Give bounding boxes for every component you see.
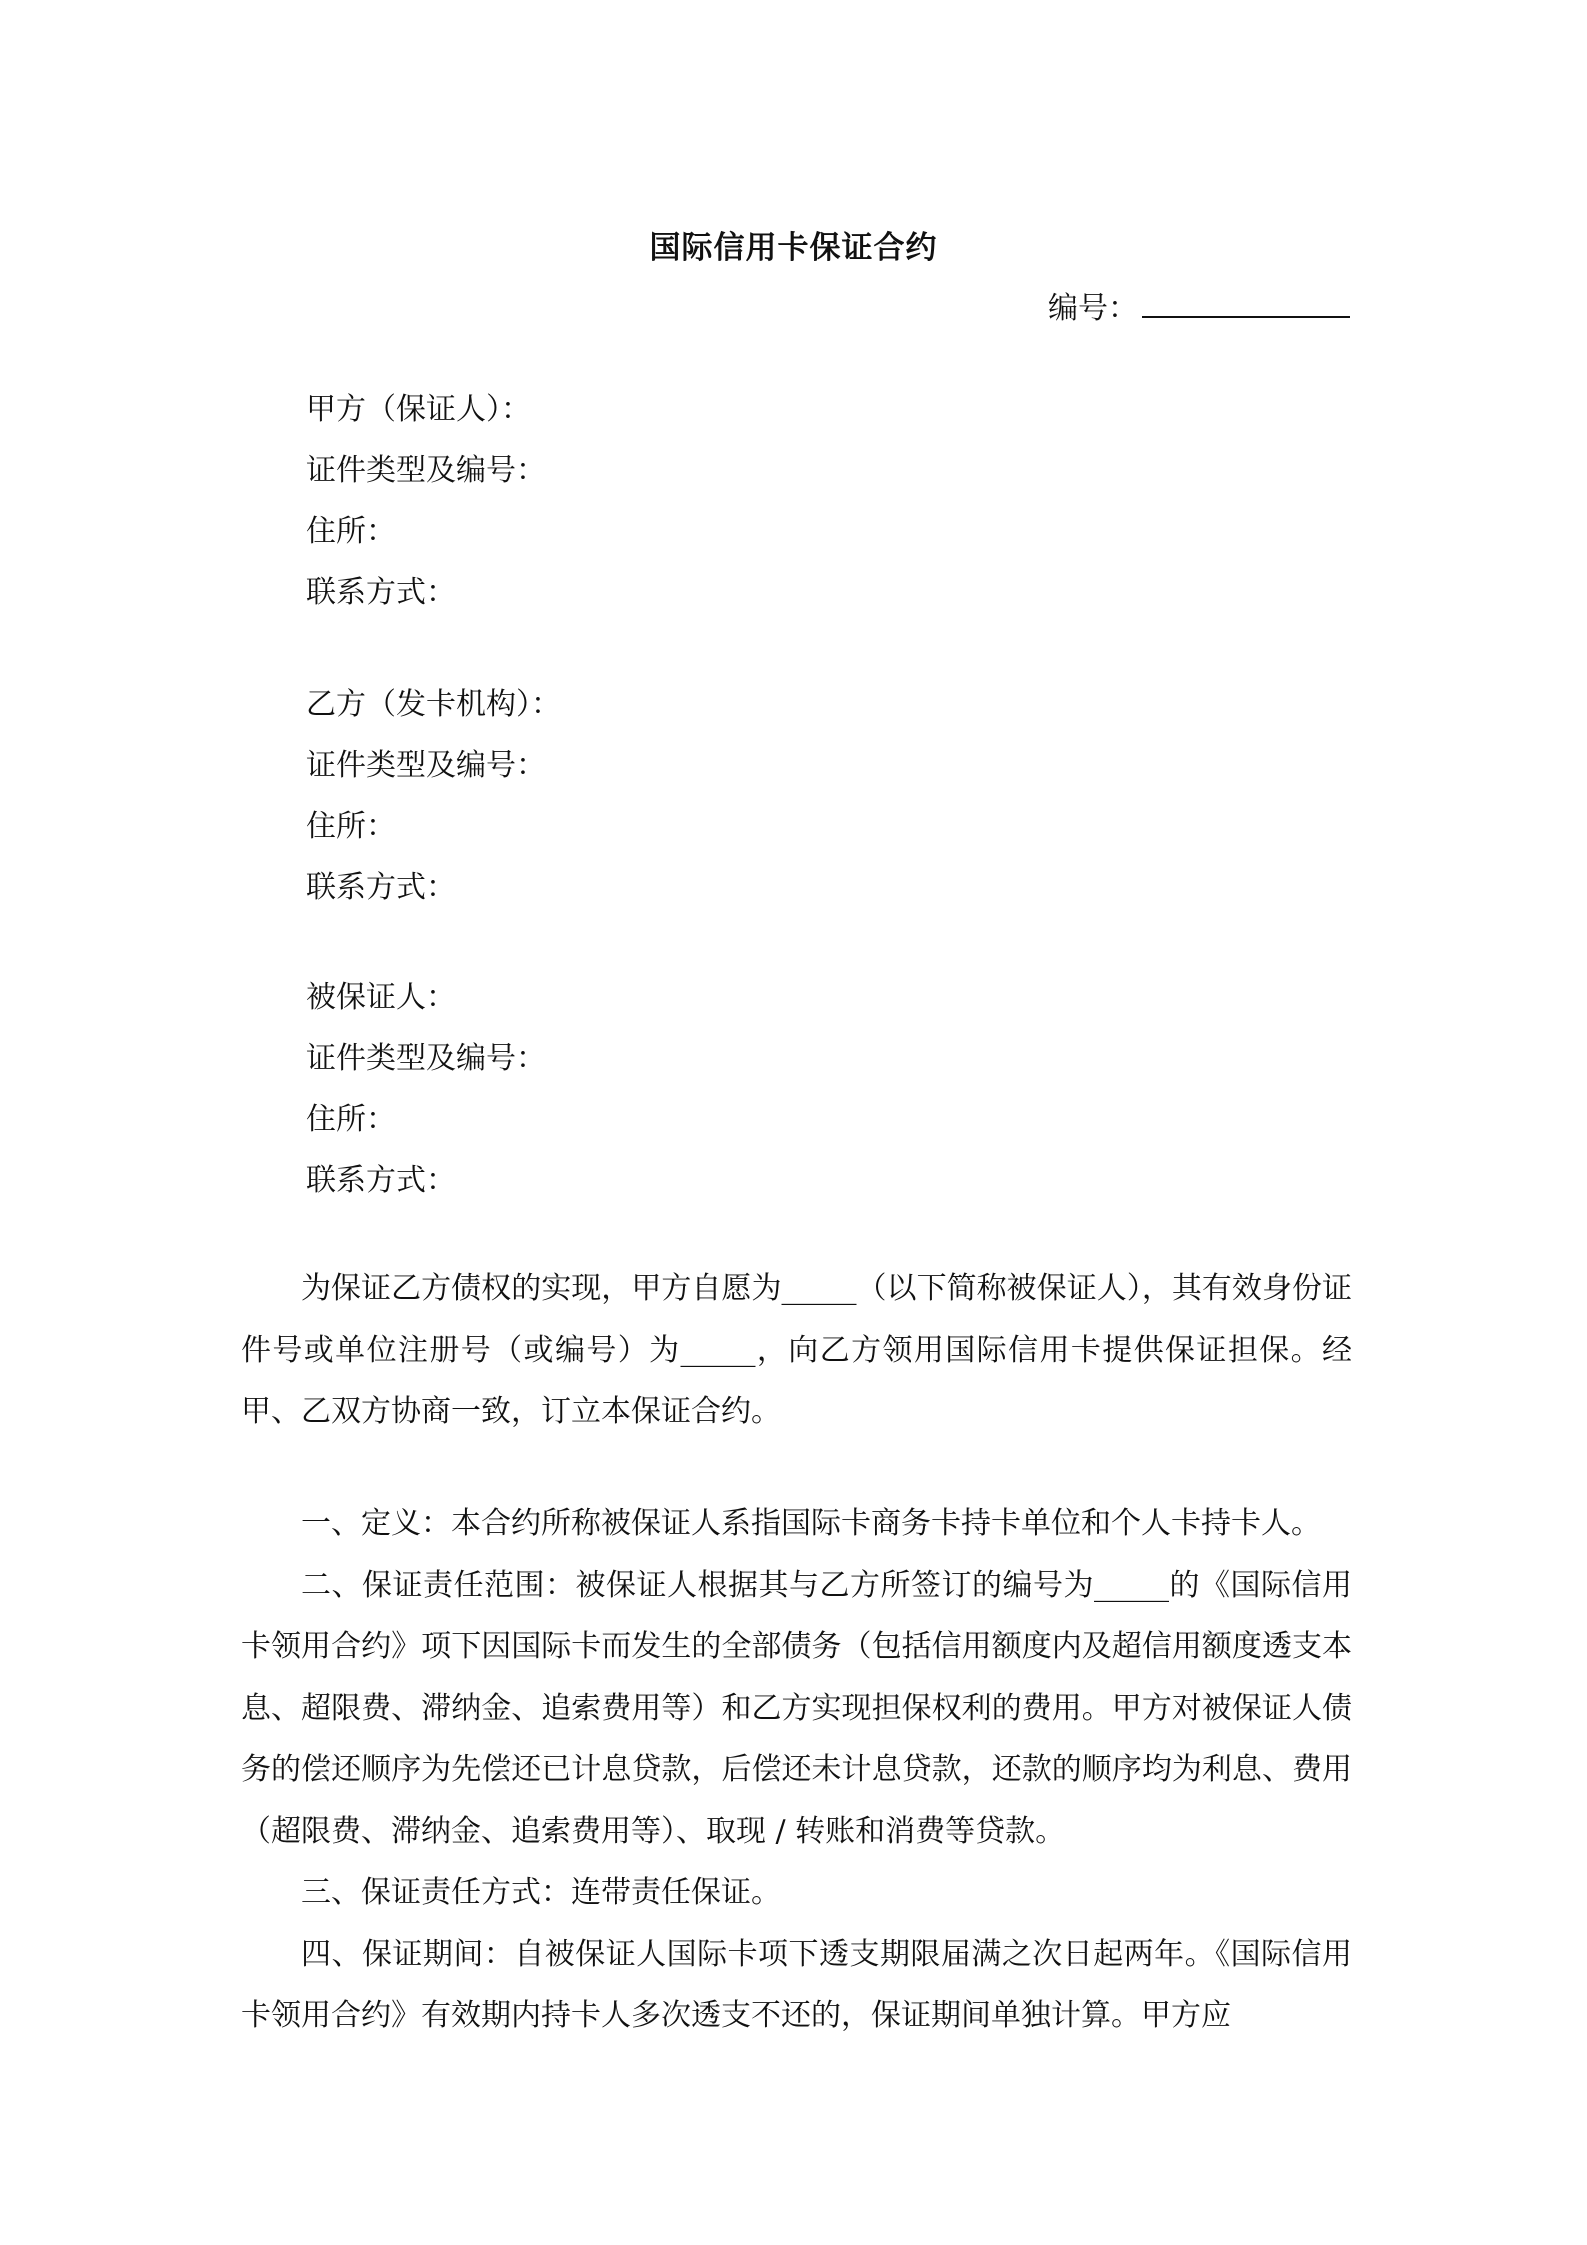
document-number bbox=[1048, 283, 1350, 327]
guaranteed-id: 证件类型及编号： bbox=[306, 1041, 546, 1076]
document-number-blank[interactable] bbox=[1142, 286, 1350, 318]
party-b-name: 乙方（发卡机构）： bbox=[306, 687, 561, 722]
party-b-contact: 联系方式： bbox=[306, 870, 456, 905]
party-a-id: 证件类型及编号： bbox=[306, 453, 546, 488]
clause-scope: 二、保证责任范围：被保证人根据其与乙方所签订的编号为_____的《国际信用卡领用合约》项下因国际卡而发生的全部债务（包括信用额度内及超信用额度透支本息、超限费、滞纳金、追索费用等）和乙方实现担保权利的费用。甲方对被保证人债务的偿还顺序为先偿还已计息贷款，后偿还未计息贷款，还款的顺序均为利息、费用（超限费、滞纳金、追索费用等）、取现 / 转账和消费等贷款。 bbox=[241, 1567, 1352, 1849]
party-b-id: 证件类型及编号： bbox=[306, 748, 546, 783]
clause-definition: 一、定义：本合约所称被保证人系指国际卡商务卡持卡单位和个人卡持卡人。 bbox=[301, 1506, 1321, 1541]
party-a-contact: 联系方式： bbox=[306, 575, 456, 610]
document-number-label: 编号： bbox=[1048, 291, 1138, 326]
guaranteed-contact: 联系方式： bbox=[306, 1163, 456, 1198]
intro-paragraph: 为保证乙方债权的实现，甲方自愿为_____（以下简称被保证人），其有效身份证件号或单位注册号（或编号）为_____，向乙方领用国际信用卡提供保证担保。经甲、乙双方协商一致，订立本保证合约。 bbox=[241, 1271, 1352, 1429]
guaranteed-name: 被保证人： bbox=[306, 980, 456, 1015]
party-a-block bbox=[306, 390, 546, 634]
clause-guarantee-period: 四、保证期间：自被保证人国际卡项下透支期限届满之次日起两年。《国际信用卡领用合约》有效期内持卡人多次透支不还的，保证期间单独计算。甲方应 bbox=[241, 1936, 1352, 2033]
party-a-address: 住所： bbox=[306, 514, 396, 549]
guaranteed-address: 住所： bbox=[306, 1102, 396, 1137]
clause-liability-method: 三、保证责任方式：连带责任保证。 bbox=[301, 1875, 781, 1910]
clauses-section bbox=[241, 1493, 1352, 2047]
guaranteed-party-block bbox=[306, 978, 546, 1222]
document-title: 国际信用卡保证合约 bbox=[649, 230, 938, 266]
party-a-name: 甲方（保证人）： bbox=[306, 392, 531, 427]
party-b-address: 住所： bbox=[306, 809, 396, 844]
party-b-block bbox=[306, 685, 561, 929]
